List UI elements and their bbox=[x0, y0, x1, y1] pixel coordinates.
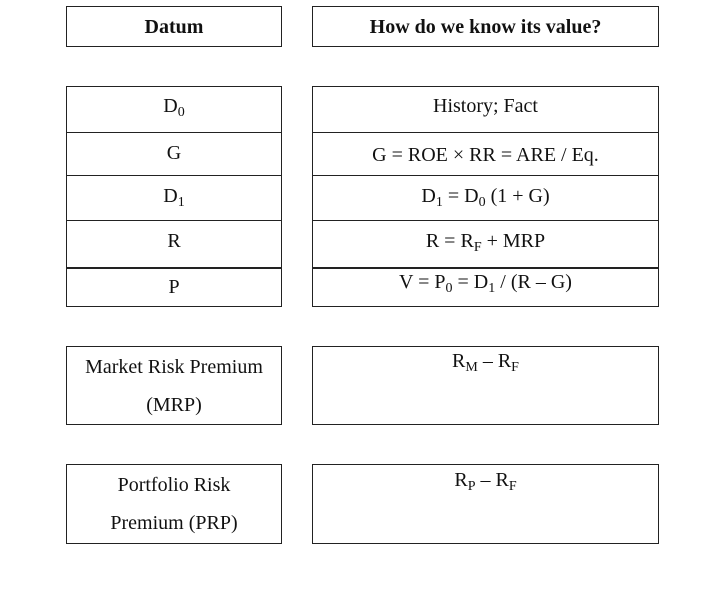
prp-label-line1: Portfolio Risk bbox=[117, 474, 231, 496]
row-divider bbox=[67, 132, 281, 133]
how-p: $V = P_0 = D_1 / (R - G)$ bbox=[399, 271, 572, 296]
row-divider bbox=[67, 267, 281, 269]
mrp-formula: $R_M - R_F$ bbox=[452, 350, 519, 375]
datum-d0: $D_0$ bbox=[163, 95, 185, 120]
prp-label-box bbox=[66, 464, 282, 544]
datum-d1: $D_1$ bbox=[163, 185, 185, 210]
header-datum-box bbox=[66, 6, 282, 47]
prp-label bbox=[67, 466, 281, 542]
datum-p: P bbox=[168, 276, 180, 298]
mrp-label-line2: (MRP) bbox=[146, 394, 202, 416]
row-divider bbox=[313, 175, 658, 176]
row-divider bbox=[67, 220, 281, 221]
prp-label-line2: Premium (PRP) bbox=[110, 512, 238, 534]
prp-formula-box bbox=[312, 464, 659, 544]
header-datum-label: Datum bbox=[144, 16, 204, 38]
datum-table bbox=[66, 86, 282, 307]
row-divider bbox=[313, 132, 658, 133]
row-divider bbox=[313, 220, 658, 221]
mrp-label bbox=[67, 348, 281, 424]
how-table bbox=[312, 86, 659, 307]
header-how-label: How do we know its value? bbox=[369, 16, 602, 38]
how-g: G = ROE × RR = ARE / Eq. bbox=[372, 144, 599, 166]
mrp-label-line1: Market Risk Premium bbox=[85, 356, 263, 378]
mrp-formula-box bbox=[312, 346, 659, 425]
row-divider bbox=[67, 175, 281, 176]
datum-r: R bbox=[167, 230, 181, 252]
prp-formula: $R_P - R_F$ bbox=[454, 469, 517, 494]
header-how-box bbox=[312, 6, 659, 47]
how-d1: $D_1 = D_0$ (1 + G) bbox=[421, 185, 550, 210]
mrp-label-box bbox=[66, 346, 282, 425]
datum-g: G bbox=[166, 142, 182, 164]
how-r: $R = R_F$ + MRP bbox=[425, 230, 546, 255]
row-divider bbox=[313, 267, 658, 269]
how-d0: History; Fact bbox=[433, 95, 538, 117]
